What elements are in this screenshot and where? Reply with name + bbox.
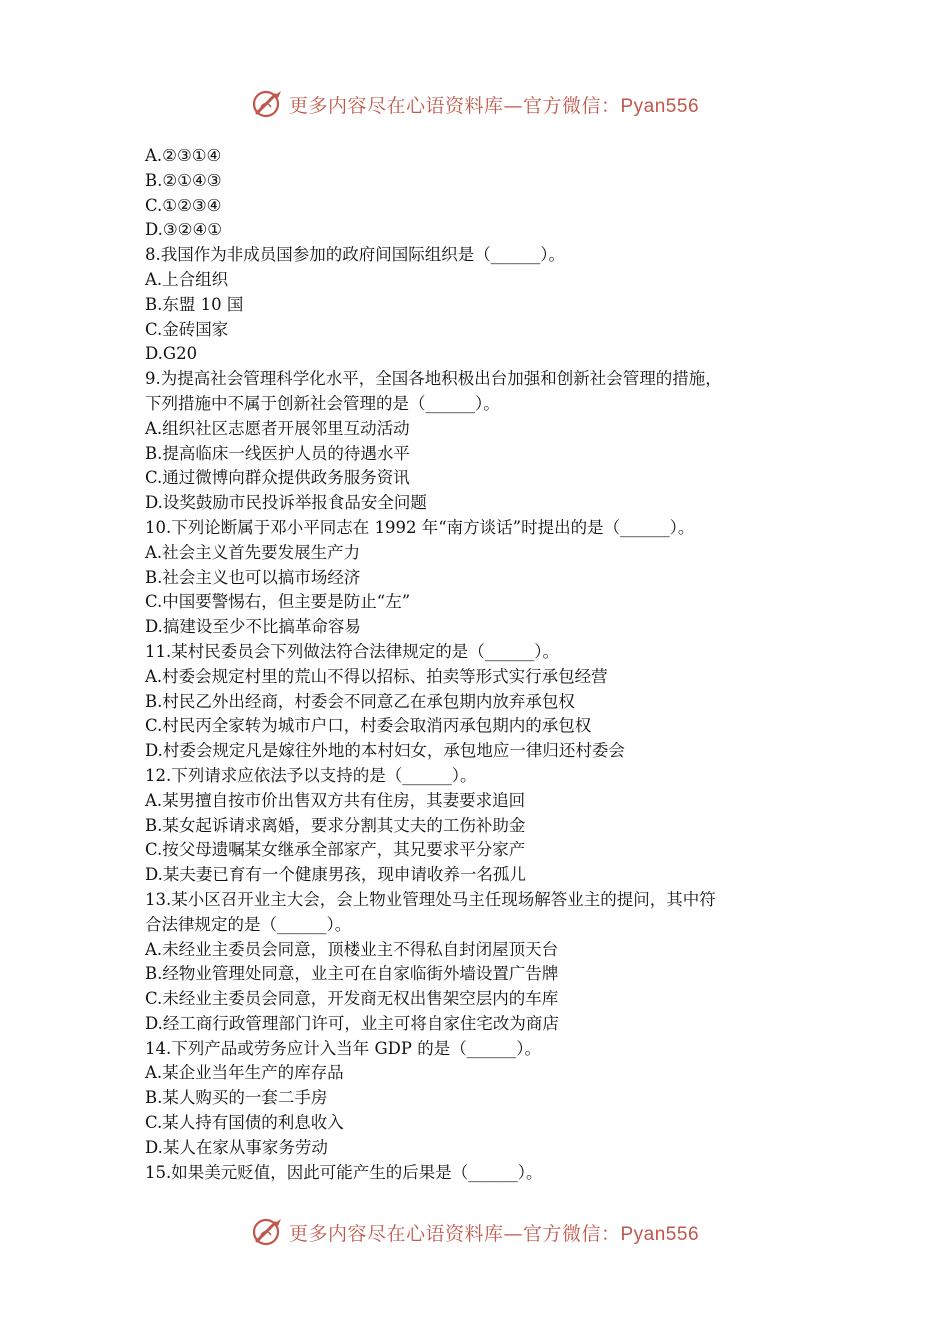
question-line: 11.某村民委员会下列做法符合法律规定的是（______）。 xyxy=(145,641,559,661)
option-line: C.①②③④ xyxy=(145,195,222,215)
question-line: 12.下列请求应依法予以支持的是（______）。 xyxy=(145,765,477,785)
option-line: A.上合组织 xyxy=(145,269,229,289)
banner-label: 更多内容尽在心语资料库—官方微信： xyxy=(288,94,621,117)
banner-text xyxy=(289,1219,699,1246)
option-line: A.②③①④ xyxy=(145,146,222,165)
option-line: A.未经业主委员会同意，顶楼业主不得私自封闭屋顶天台 xyxy=(145,939,559,959)
option-line: C.按父母遗嘱某女继承全部家产，其兄要求平分家产 xyxy=(145,840,526,860)
option-line: D.G20 xyxy=(145,344,198,364)
option-line: D.搞建设至少不比搞革命容易 xyxy=(145,617,361,637)
option-line: C.通过微博向群众提供政务服务资讯 xyxy=(145,468,410,488)
exam-questions xyxy=(145,144,825,1185)
option-line: B.某人购买的一套二手房 xyxy=(145,1088,328,1108)
option-line: B.②①④③ xyxy=(145,170,222,190)
option-line: A.组织社区志愿者开展邻里互动活动 xyxy=(145,418,410,438)
option-line: C.某人持有国债的利息收入 xyxy=(145,1113,344,1133)
option-line: D.某夫妻已育有一个健康男孩，现申请收养一名孤儿 xyxy=(145,865,526,885)
wechat-id: Pyan556 xyxy=(620,1223,700,1245)
option-line: B.村民乙外出经商，村委会不同意乙在承包期内放弃承包权 xyxy=(145,691,575,711)
option-line: C.金砖国家 xyxy=(145,319,229,339)
header-banner xyxy=(0,84,950,124)
option-line: C.村民丙全家转为城市户口，村委会取消丙承包期内的承包权 xyxy=(145,716,592,736)
option-line: C.未经业主委员会同意，开发商无权出售架空层内的车库 xyxy=(145,989,559,1009)
question-line: 13.某小区召开业主大会，会上物业管理处马主任现场解答业主的提问，其中符 xyxy=(145,889,716,909)
option-line: B.提高临床一线医护人员的待遇水平 xyxy=(145,443,410,463)
option-line: B.某女起诉请求离婚，要求分割其丈夫的工伤补助金 xyxy=(145,815,526,835)
option-line: B.东盟 10 国 xyxy=(145,294,244,314)
option-line: B.经物业管理处同意，业主可在自家临街外墙设置广告牌 xyxy=(145,964,559,984)
option-line: D.经工商行政管理部门许可，业主可将自家住宅改为商店 xyxy=(145,1013,559,1033)
pen-swirl-logo-icon xyxy=(251,87,285,121)
footer-banner xyxy=(0,1212,950,1252)
question-line: 15.如果美元贬值，因此可能产生的后果是（______）。 xyxy=(145,1162,543,1182)
question-continuation-line: 合法律规定的是（______）。 xyxy=(145,914,352,934)
option-line: C.中国要警惕右，但主要是防止“左” xyxy=(145,592,411,612)
option-line: A.村委会规定村里的荒山不得以招标、拍卖等形式实行承包经营 xyxy=(145,666,608,686)
wechat-id: Pyan556 xyxy=(620,95,700,117)
option-line: B.社会主义也可以搞市场经济 xyxy=(145,567,361,587)
question-line: 9.为提高社会管理科学化水平，全国各地积极出台加强和创新社会管理的措施， xyxy=(145,369,722,389)
option-line: A.某企业当年生产的库存品 xyxy=(145,1063,344,1083)
question-line: 10.下列论断属于邓小平同志在 1992 年“南方谈话”时提出的是（______）。 xyxy=(145,517,695,537)
option-line: D.③②④① xyxy=(145,220,223,240)
banner-text xyxy=(289,91,699,118)
question-line: 14.下列产品或劳务应计入当年 GDP 的是（______）。 xyxy=(145,1038,541,1058)
pen-swirl-logo-icon xyxy=(251,1215,285,1249)
banner-label: 更多内容尽在心语资料库—官方微信： xyxy=(288,1222,621,1245)
option-line: A.某男擅自按市价出售双方共有住房，其妻要求追回 xyxy=(145,790,526,810)
option-line: A.社会主义首先要发展生产力 xyxy=(145,542,361,562)
option-line: D.村委会规定凡是嫁往外地的本村妇女，承包地应一律归还村委会 xyxy=(145,741,625,761)
option-line: D.设奖鼓励市民投诉举报食品安全问题 xyxy=(145,493,427,513)
question-line: 8.我国作为非成员国参加的政府间国际组织是（______）。 xyxy=(145,245,565,265)
question-continuation-line: 下列措施中不属于创新社会管理的是（______）。 xyxy=(145,393,500,413)
option-line: D.某人在家从事家务劳动 xyxy=(145,1137,328,1157)
